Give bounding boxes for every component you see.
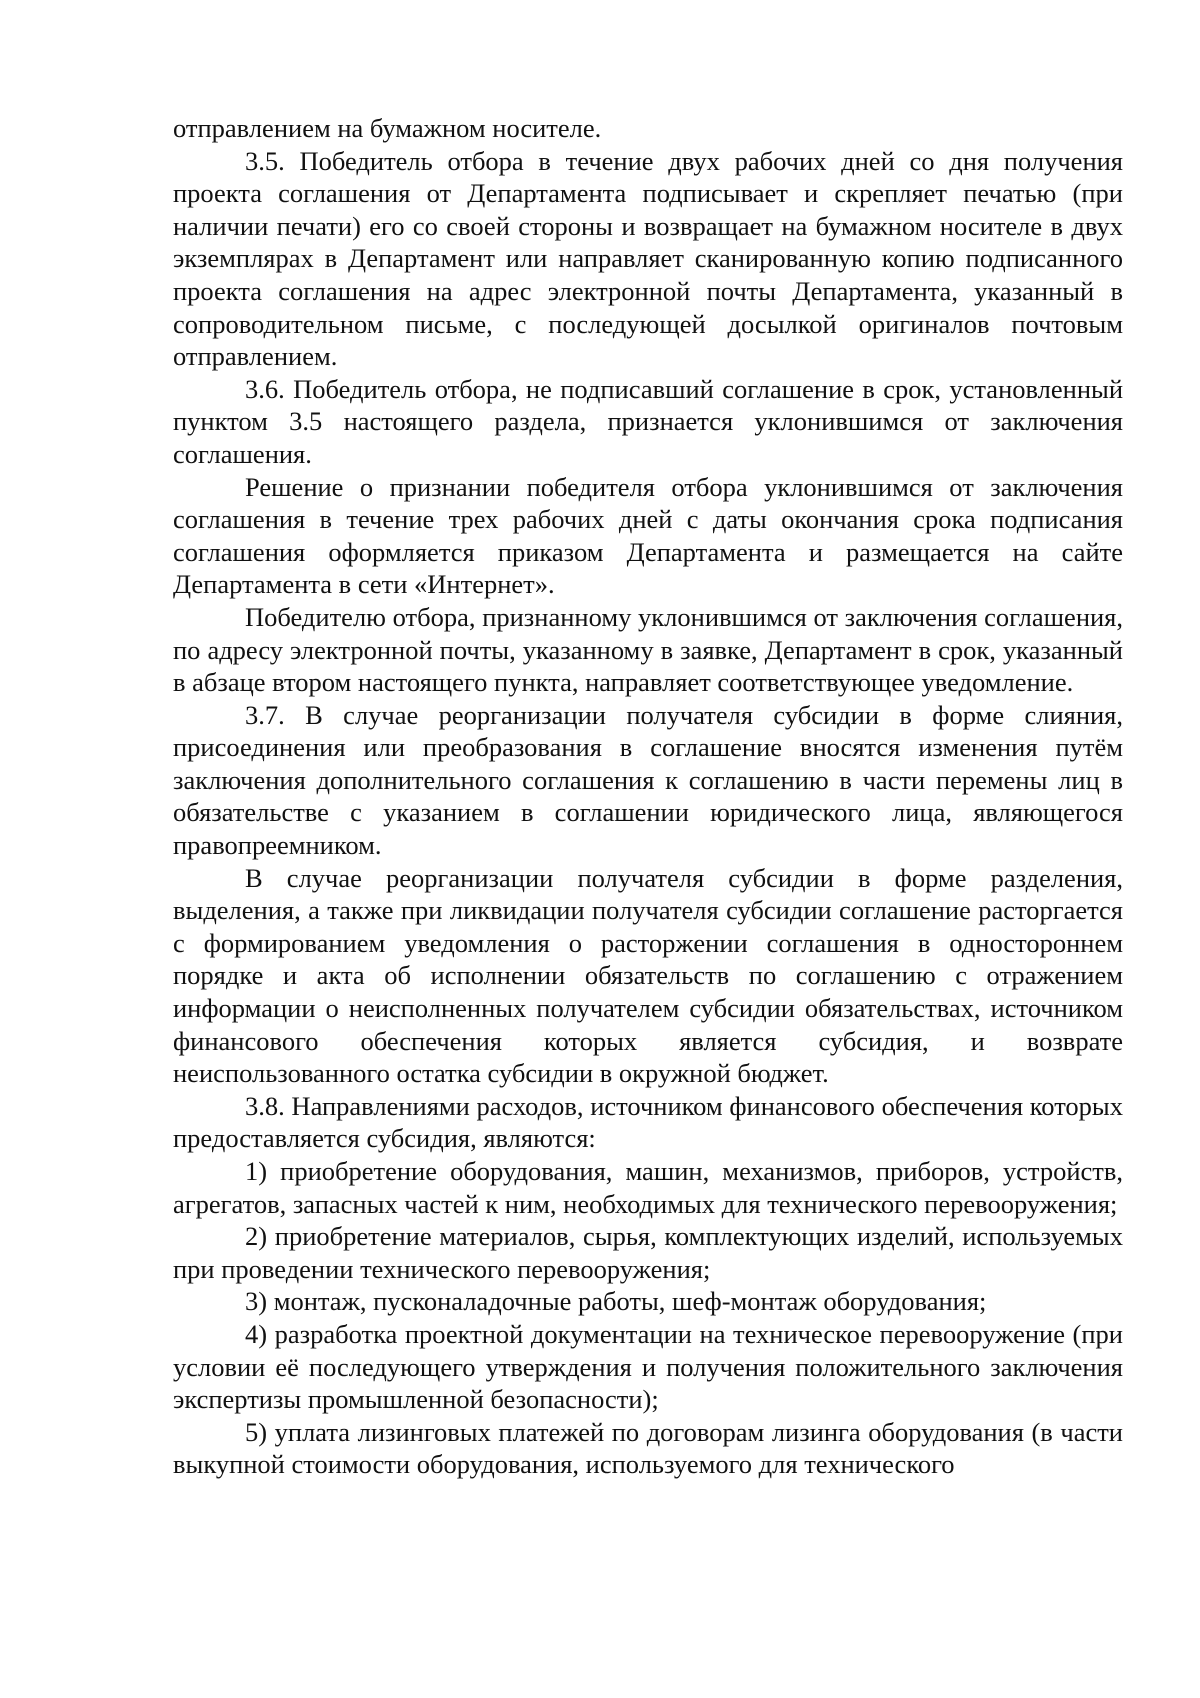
paragraph-3-5: 3.5. Победитель отбора в течение двух рабочих дней со дня получения проекта соглашения от Департамента подписывает и скрепляет печатью (при наличии печати) его со своей стороны и возвращает на бумажном носителе в двух экземплярах в Департамент или направляет сканированную копию подписанного проекта соглашения на адрес электронной почты Департамента, указанный в сопроводительном письме, с последующей досылкой оригиналов почтовым отправлением. [173, 145, 1123, 372]
paragraph-3-8: 3.8. Направлениями расходов, источником финансового обеспечения которых предоставляется субсидия, являются: [173, 1090, 1123, 1154]
list-item-4: 4) разработка проектной документации на техническое перевооружение (при условии её последующего утверждения и получения положительного заключения экспертизы промышленной безопасности); [173, 1318, 1123, 1415]
paragraph-3-6: 3.6. Победитель отбора, не подписавший соглашение в срок, установленный пунктом 3.5 настоящего раздела, признается уклонившимся от заключения соглашения. [173, 373, 1123, 469]
paragraph-3-7: 3.7. В случае реорганизации получателя субсидии в форме слияния, присоединения или преобразования в соглашение вносятся изменения путём заключения дополнительного соглашения к соглашению в части перемены лиц в обязательстве с указанием в соглашении юридического лица, являющегося правопреемником. [173, 699, 1123, 861]
paragraph-decision: Решение о признании победителя отбора уклонившимся от заключения соглашения в течение трех рабочих дней с даты окончания срока подписания соглашения оформляется приказом Департамента и размещается на сайте Департамента в сети «Интернет». [173, 471, 1123, 600]
list-item-2: 2) приобретение материалов, сырья, комплектующих изделий, используемых при проведении технического перевооружения; [173, 1221, 1123, 1284]
list-item-1: 1) приобретение оборудования, машин, механизмов, приборов, устройств, агрегатов, запасных частей к ним, необходимых для технического перевооружения; [173, 1156, 1123, 1219]
paragraph-reorganization: В случае реорганизации получателя субсидии в форме разделения, выделения, а также при ликвидации получателя субсидии соглашение расторгается с формированием уведомления о расторжении соглашения в одностороннем порядке и акта об исполнении обязательств по соглашению с отражением информации о неисполненных получателем субсидии обязательствах, источником финансового обеспечения которых является субсидия, и возврате неиспользованного остатка субсидии в окружной бюджет. [173, 862, 1123, 1089]
paragraph-continuation: отправлением на бумажном носителе. [173, 113, 602, 143]
paragraph-notification: Победителю отбора, признанному уклонившимся от заключения соглашения, по адресу электронной почты, указанному в заявке, Департамент в срок, указанный в абзаце втором настоящего пункта, направляет соответствующее уведомление. [173, 601, 1123, 698]
list-item-5: 5) уплата лизинговых платежей по договорам лизинга оборудования (в части выкупной стоимости оборудования, используемого для технического [173, 1416, 1123, 1480]
list-item-3: 3) монтаж, пусконаладочные работы, шеф-монтаж оборудования; [245, 1286, 987, 1317]
document-body [173, 112, 1123, 1481]
